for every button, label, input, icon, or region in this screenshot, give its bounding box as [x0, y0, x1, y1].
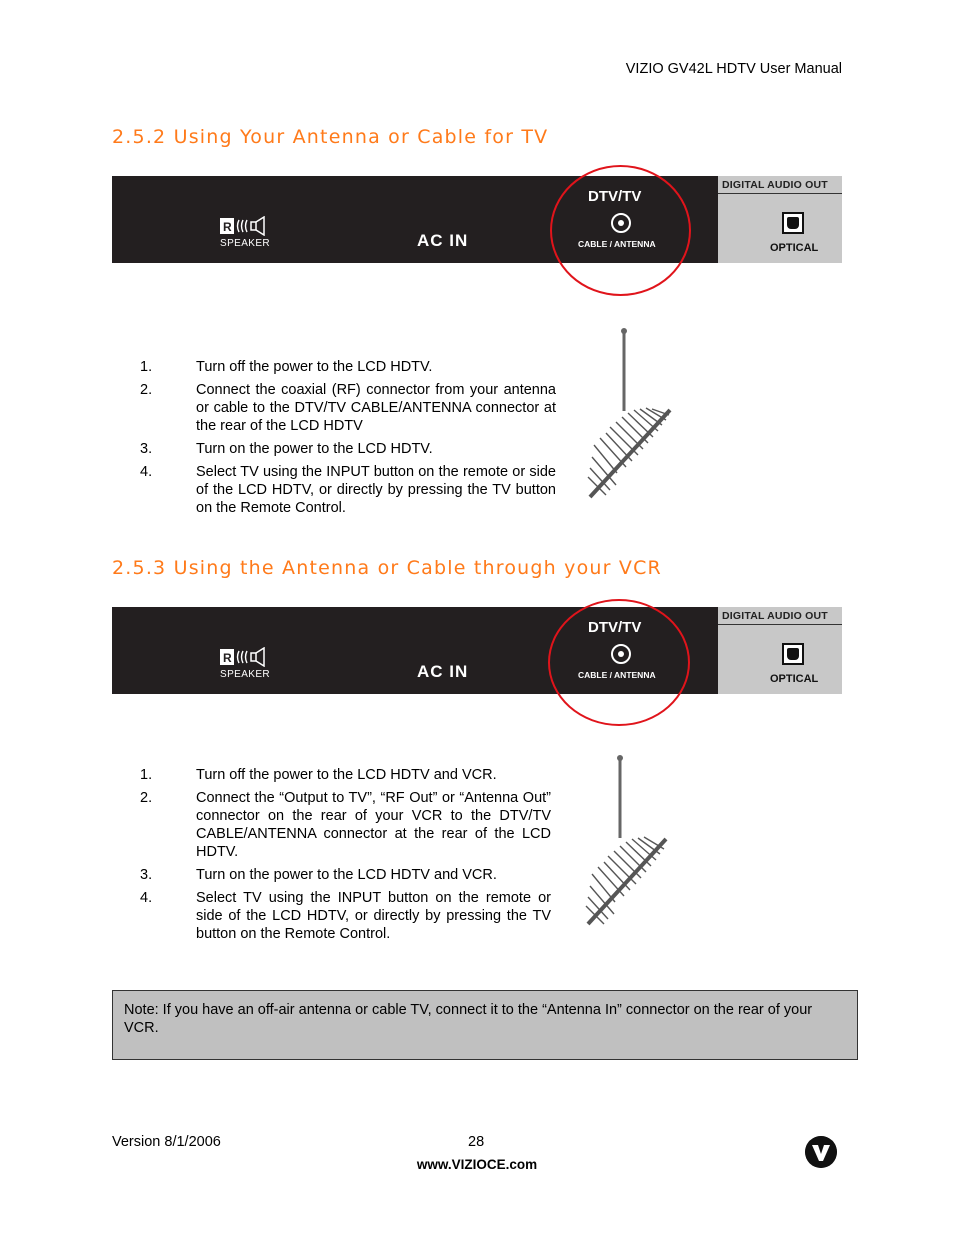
speaker-label: SPEAKER [220, 669, 271, 680]
optical-port-icon [782, 212, 804, 234]
ac-in-label: AC IN [417, 231, 469, 250]
list-item: 1. Turn off the power to the LCD HDTV and VCR. [140, 767, 497, 783]
note-box: Note: If you have an off-air antenna or cable TV, connect it to the “Antenna In” connector on the rear of your VCR. [112, 990, 858, 1060]
speaker-label: SPEAKER [220, 238, 271, 249]
steps-list [140, 766, 551, 948]
list-item: 4. Select TV using the INPUT button on the remote or side of the LCD HDTV, or directly by pressing the TV button on the Remote Control. [140, 464, 556, 516]
digital-audio-out-label: DIGITAL AUDIO OUT [722, 610, 828, 622]
highlight-ring [550, 165, 691, 296]
page-number: 28 [468, 1134, 485, 1150]
section-title-antenna-vcr: 2.5.3 Using the Antenna or Cable through your VCR [112, 557, 662, 579]
steps-list [140, 358, 556, 522]
list-item: 2. Connect the “Output to TV”, “RF Out” or “Antenna Out” connector on the rear of your VCR to the DTV/TV CABLE/ANTENNA connector at the rear of the LCD HDTV. [140, 790, 551, 860]
speaker-icon [220, 647, 272, 667]
dtv-tv-label: DTV/TV [588, 188, 642, 205]
antenna-icon [572, 325, 682, 505]
section-title-antenna-cable: 2.5.2 Using Your Antenna or Cable for TV [112, 126, 549, 148]
manual-title: VIZIO GV42L HDTV User Manual [625, 61, 842, 77]
cable-antenna-label: CABLE / ANTENNA [578, 670, 656, 680]
list-item: 4. Select TV using the INPUT button on the remote or side of the LCD HDTV, or directly by pressing the TV button on the Remote Control. [140, 890, 551, 942]
antenna-icon [570, 752, 680, 932]
rear-panel-diagram [112, 176, 842, 263]
panel-audio-area [718, 176, 842, 263]
footer-url: www.VIZIOCE.com [416, 1157, 538, 1172]
panel-audio-area [718, 607, 842, 694]
list-item: 3. Turn on the power to the LCD HDTV. [140, 441, 433, 457]
list-item: 3. Turn on the power to the LCD HDTV and VCR. [140, 867, 497, 883]
footer-version: Version 8/1/2006 [112, 1134, 221, 1150]
speaker-badge: R [223, 220, 232, 234]
speaker-badge: R [223, 651, 232, 665]
list-item: 1. Turn off the power to the LCD HDTV. [140, 359, 433, 375]
rear-panel-diagram [112, 607, 842, 694]
cable-antenna-label: CABLE / ANTENNA [578, 239, 656, 249]
optical-label: OPTICAL [770, 673, 819, 685]
vizio-logo-icon [805, 1136, 837, 1168]
optical-label: OPTICAL [770, 242, 819, 254]
optical-port-icon [782, 643, 804, 665]
speaker-icon [220, 216, 272, 236]
digital-audio-out-label: DIGITAL AUDIO OUT [722, 179, 828, 191]
list-item: 2. Connect the coaxial (RF) connector from your antenna or cable to the DTV/TV CABLE/ANTENNA connector at the rear of the LCD HDTV [140, 382, 556, 434]
ac-in-label: AC IN [417, 662, 469, 681]
highlight-ring [548, 599, 690, 726]
dtv-tv-label: DTV/TV [588, 619, 642, 636]
